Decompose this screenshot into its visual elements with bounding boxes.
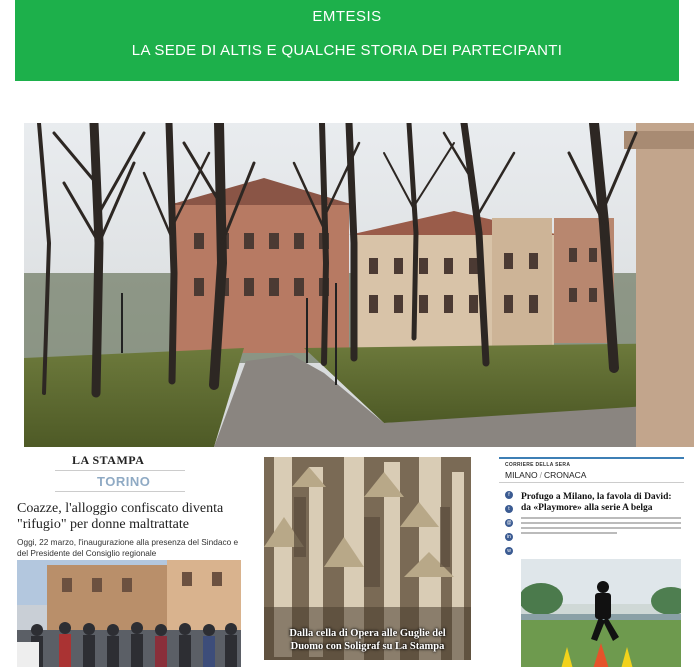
divider [499, 482, 684, 483]
linkedin-icon: in [505, 533, 513, 541]
newspaper-section: MILANO / CRONACA [505, 470, 587, 480]
divider [55, 470, 185, 471]
banner-title: EMTESIS [312, 8, 382, 25]
social-share-bar [505, 491, 515, 561]
article-summary-placeholder [521, 517, 681, 537]
article-photo [521, 559, 681, 667]
header-banner [15, 0, 679, 81]
mail-icon: @ [506, 520, 512, 526]
article-headline: Profugo a Milano, la favola di David: da «Playmore» alla serie A belga [521, 492, 672, 513]
park-villa-illustration [24, 123, 694, 447]
facebook-icon: f [505, 491, 513, 499]
article-subheadline: Oggi, 22 marzo, l'inaugurazione alla presenza del Sindaco e del Presidente del Consiglio regionale [17, 537, 239, 558]
newspaper-masthead: LA STAMPA [72, 453, 145, 467]
altis-headquarters-photo [24, 123, 694, 447]
article-headline: Coazze, l'alloggio confiscato diventa "rifugio" per donne maltrattate [17, 501, 224, 532]
newspaper-masthead: CORRIERE DELLA SERA [505, 462, 571, 468]
image-caption: Dalla cella di Opera alle Guglie del Duomo con Soligraf su La Stampa [289, 628, 446, 652]
article-photo [17, 560, 241, 667]
news-clipping-corriere [499, 457, 684, 667]
divider [55, 491, 185, 492]
whatsapp-icon: w [505, 547, 513, 555]
twitter-icon: t [505, 505, 513, 513]
banner-subtitle: LA SEDE DI ALTIS E QUALCHE STORIA DEI PARTECIPANTI [131, 42, 563, 59]
cathedral-spires-image [264, 457, 471, 660]
newspaper-city: TORINO [97, 474, 151, 489]
news-clipping-la-stampa [15, 453, 243, 667]
